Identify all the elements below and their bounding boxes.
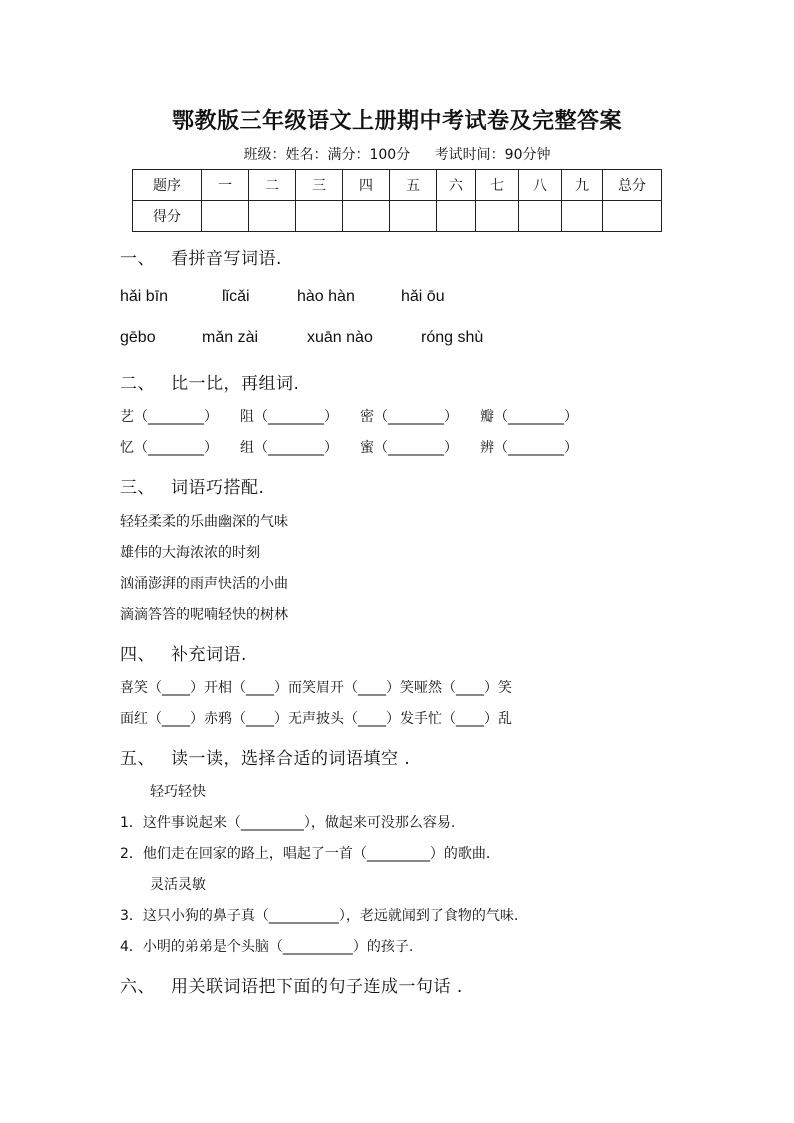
section-number: 五、 <box>120 749 155 769</box>
idiom-row: 面红（____）赤鸦（____）无声披头（____）发手忙（____）乱 <box>120 711 512 727</box>
compare-item: 密（________） <box>360 409 458 425</box>
section-number: 二、 <box>120 374 155 394</box>
score-header-cell: 题序 <box>133 170 202 201</box>
match-line: 雄伟的大海浓浓的时刻 <box>120 545 260 561</box>
score-cell[interactable] <box>343 201 390 232</box>
score-cell[interactable] <box>390 201 437 232</box>
section-5-heading <box>120 744 410 769</box>
meta-class-name-score: 班级：姓名：满分：100分 <box>243 147 411 163</box>
idiom-row: 喜笑（____）开相（____）而笑眉开（____）笑哑然（____）笑 <box>120 680 512 696</box>
score-header-cell: 四 <box>343 170 390 201</box>
score-cell[interactable] <box>519 201 562 232</box>
pinyin-item: xuān nào <box>307 329 373 346</box>
pinyin-item: hào hàn <box>297 288 355 305</box>
score-cell[interactable] <box>437 201 476 232</box>
match-line: 汹涌澎湃的雨声快活的小曲 <box>120 576 288 592</box>
section-4-heading <box>120 640 247 665</box>
section-title: 看拼音写词语. <box>171 249 282 269</box>
score-header-cell: 五 <box>390 170 437 201</box>
pinyin-item: róng shù <box>421 329 484 346</box>
exam-meta <box>0 144 794 164</box>
section-6-heading <box>120 972 463 997</box>
pinyin-item: mǎn zài <box>202 329 259 346</box>
score-cell[interactable] <box>562 201 603 232</box>
score-header-cell: 二 <box>249 170 296 201</box>
section-number: 六、 <box>120 977 155 997</box>
fill-question: 1．这件事说起来（_________），做起来可没那么容易. <box>120 815 456 831</box>
compare-item: 阻（________） <box>240 409 338 425</box>
word-group: 轻巧轻快 <box>150 784 206 800</box>
fill-question: 4．小明的弟弟是个头脑（__________）的孩子. <box>120 939 414 955</box>
compare-item: 辨（________） <box>480 440 578 456</box>
page-title: 鄂教版三年级语文上册期中考试卷及完整答案 <box>171 108 622 134</box>
compare-item: 蜜（________） <box>360 440 458 456</box>
score-header-cell: 三 <box>296 170 343 201</box>
compare-item: 瓣（________） <box>480 409 578 425</box>
pinyin-item: hǎi bīn <box>120 288 169 305</box>
section-1-heading <box>120 244 282 269</box>
section-title: 读一读，选择合适的词语填空 . <box>171 749 411 769</box>
section-number: 四、 <box>120 645 155 665</box>
pinyin-item: lǐcǎi <box>222 288 250 305</box>
pinyin-item: hǎi ōu <box>401 288 445 305</box>
score-cell[interactable] <box>603 201 662 232</box>
score-header-cell: 九 <box>562 170 603 201</box>
fill-question: 3．这只小狗的鼻子真（__________），老远就闻到了食物的气味. <box>120 908 519 924</box>
score-table <box>132 169 662 232</box>
section-2-heading <box>120 369 299 394</box>
word-group: 灵活灵敏 <box>150 877 206 893</box>
meta-exam-time: 考试时间：90分钟 <box>434 147 551 163</box>
score-cell[interactable] <box>202 201 249 232</box>
fill-question: 2．他们走在回家的路上，唱起了一首（_________）的歌曲. <box>120 846 491 862</box>
score-header-cell: 七 <box>476 170 519 201</box>
section-number: 三、 <box>120 478 155 498</box>
score-header-cell: 八 <box>519 170 562 201</box>
score-row-label: 得分 <box>133 201 202 232</box>
score-header-cell: 一 <box>202 170 249 201</box>
pinyin-item: gēbo <box>120 329 156 346</box>
compare-item: 忆（________） <box>120 440 218 456</box>
score-table-header-row <box>133 170 662 201</box>
compare-item: 组（________） <box>240 440 338 456</box>
section-title: 比一比，再组词. <box>171 374 300 394</box>
score-cell[interactable] <box>476 201 519 232</box>
section-title: 用关联词语把下面的句子连成一句话 . <box>171 977 463 997</box>
section-title: 补充词语. <box>171 645 247 665</box>
section-number: 一、 <box>120 249 155 269</box>
score-header-cell: 六 <box>437 170 476 201</box>
section-title: 词语巧搭配. <box>171 478 265 498</box>
match-line: 滴滴答答的呢喃轻快的树林 <box>120 607 288 623</box>
score-cell[interactable] <box>249 201 296 232</box>
score-table-score-row <box>133 201 662 232</box>
section-3-heading <box>120 473 264 498</box>
score-cell[interactable] <box>296 201 343 232</box>
match-line: 轻轻柔柔的乐曲幽深的气味 <box>120 514 288 530</box>
score-header-cell: 总分 <box>603 170 662 201</box>
compare-item: 艺（________） <box>120 409 218 425</box>
